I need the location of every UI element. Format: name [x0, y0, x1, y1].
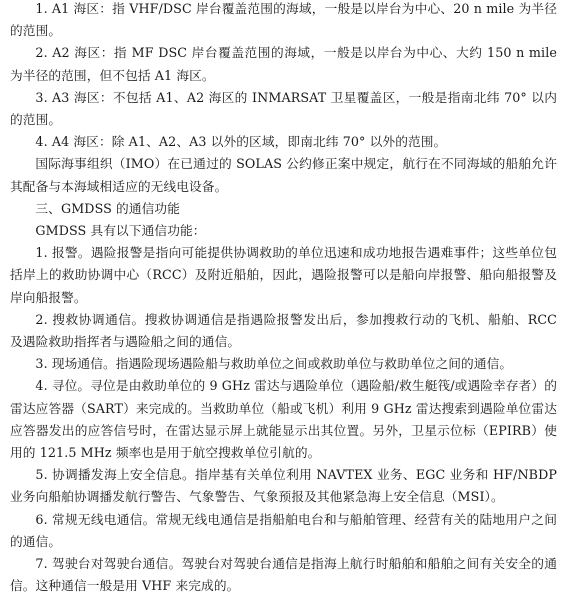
paragraph-sar-coordination: 2. 搜救协调通信。搜救协调通信是指遇险报警发出后，参加搜救行动的飞机、船舶、RCC 及遇险救助指挥者与遇险船之间的通信。: [10, 311, 557, 350]
paragraph-imo-solas: 国际海事组织（IMO）在已通过的 SOLAS 公约修正案中规定，航行在不同海域的船舶允许其配备与本海域相适应的无线电设备。: [10, 156, 557, 194]
paragraph-functions-intro: GMDSS 具有以下通信功能：: [35, 223, 206, 239]
paragraph-a4-sea-area: 4. A4 海区：除 A1、A2、A3 以外的区域，即南北纬 70° 以外的范围。: [35, 134, 447, 150]
paragraph-a1-sea-area: 1. A1 海区：指 VHF/DSC 岸台覆盖范围的海域，一般是以岸台为中心、20 n mile 为半径的范围。: [10, 1, 557, 39]
paragraph-msi-broadcast: 5. 协调播发海上安全信息。指岸基有关单位利用 NAVTEX 业务、EGC 业务和 HF/NBDP 业务向船舶协调播发航行警告、气象警告、气象预报及其他紧急海上安全信息（MSI）。: [10, 467, 557, 505]
paragraph-bridge-to-bridge: 7. 驾驶台对驾驶台通信。驾驶台对驾驶台通信是指海上航行时船舶和船舶之间有关安全的通信。这种通信一般是用 VHF 来完成的。: [10, 556, 557, 594]
paragraph-alerting: 1. 报警。遇险报警是指向可能提供协调救助的单位迅速和成功地报告遇难事件；这些单位包括岸上的救助协调中心（RCC）及附近船舶，因此，遇险报警可以是船向岸报警、船向船报警及岸向船报警。: [10, 245, 557, 305]
paragraph-general-radio: 6. 常规无线电通信。常规无线电通信是指船舶电台和与船舶管理、经营有关的陆地用户之间的通信。: [10, 511, 557, 549]
paragraph-a3-sea-area: 3. A3 海区：不包括 A1、A2 海区的 INMARSAT 卫星覆盖区，一般是指南北纬 70° 以内的范围。: [10, 89, 557, 128]
paragraph-a2-sea-area: 2. A2 海区：指 MF DSC 岸台覆盖范围的海域，一般是以岸台为中心、大约 150 n mile 为半径的范围，但不包括 A1 海区。: [10, 45, 557, 83]
paragraph-on-scene-communication: 3. 现场通信。指遇险现场遇险船与救助单位之间或救助单位与救助单位之间的通信。: [35, 356, 513, 372]
section-heading-gmdss-functions: 三、GMDSS 的通信功能: [35, 200, 180, 216]
paragraph-locating: 4. 寻位。寻位是由救助单位的 9 GHz 雷达与遇险单位（遇险船/救生艇筏/或遇险幸存者）的雷达应答器（SART）来完成的。当救助单位（船或飞机）利用 9 GHz 雷达搜索到遇险单位雷达应答器发出的应答信号时，在雷达显示屏上就能显示出其位置。另外，卫星示位标（EPIRB）使用的 121.5 MHz 频率也是用于航空搜救单位引航的。: [10, 378, 557, 461]
